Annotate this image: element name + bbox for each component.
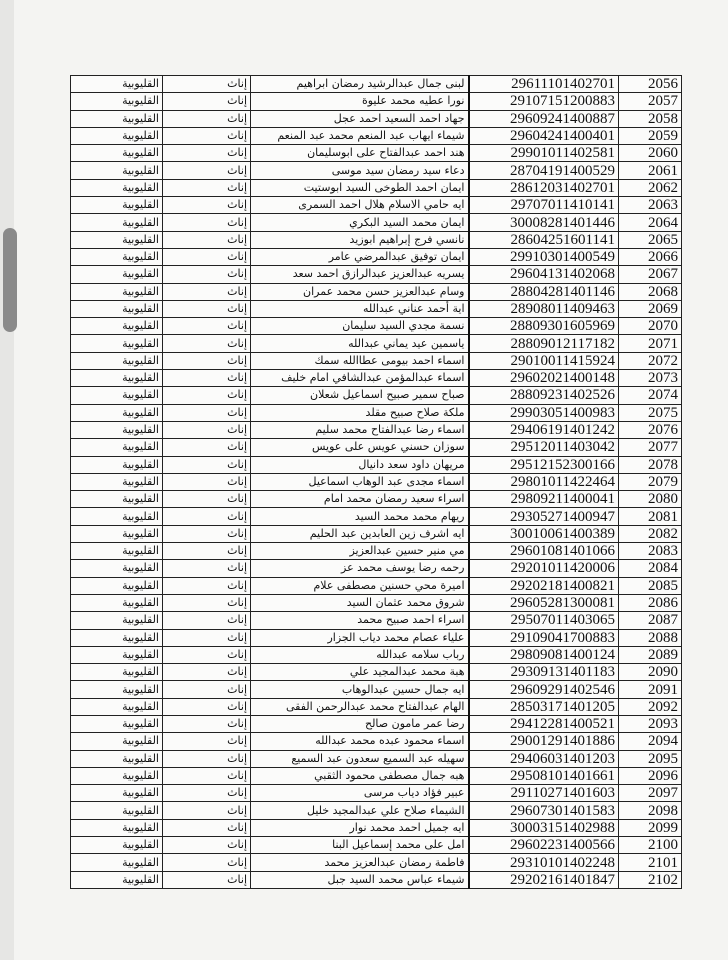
- national-id-cell: 28804281401146: [469, 283, 619, 300]
- name-cell: الشيماء صلاح علي عبدالمجيد خليل: [251, 802, 469, 819]
- gender-cell: إناث: [163, 162, 251, 179]
- name-cell: ايه جمال حسين عبدالوهاب: [251, 681, 469, 698]
- governorate-cell: القليوبية: [71, 802, 163, 819]
- gender-cell: إناث: [163, 404, 251, 421]
- national-id-cell: 29602231400566: [469, 837, 619, 854]
- serial-number-cell: 2100: [619, 837, 682, 854]
- governorate-cell: القليوبية: [71, 248, 163, 265]
- governorate-cell: القليوبية: [71, 473, 163, 490]
- national-id-cell: 28809231402526: [469, 387, 619, 404]
- table-row: [71, 179, 682, 196]
- gender-cell: إناث: [163, 370, 251, 387]
- serial-number-cell: 2081: [619, 508, 682, 525]
- gender-cell: إناث: [163, 837, 251, 854]
- serial-number-cell: 2061: [619, 162, 682, 179]
- gender-cell: إناث: [163, 197, 251, 214]
- table-row: [71, 698, 682, 715]
- governorate-cell: القليوبية: [71, 871, 163, 888]
- serial-number-cell: 2067: [619, 266, 682, 283]
- table-row: [71, 508, 682, 525]
- governorate-cell: القليوبية: [71, 266, 163, 283]
- name-cell: ايه اشرف زين العابدين عبد الحليم: [251, 525, 469, 542]
- gender-cell: إناث: [163, 629, 251, 646]
- gender-cell: إناث: [163, 646, 251, 663]
- scrollbar[interactable]: [3, 228, 17, 332]
- table-row: [71, 404, 682, 421]
- national-id-cell: 29609291402546: [469, 681, 619, 698]
- table-row: [71, 335, 682, 352]
- national-id-cell: 29801011422464: [469, 473, 619, 490]
- governorate-cell: القليوبية: [71, 577, 163, 594]
- governorate-cell: القليوبية: [71, 179, 163, 196]
- serial-number-cell: 2060: [619, 145, 682, 162]
- name-cell: اميرة محي حسنين مصطفى علام: [251, 577, 469, 594]
- serial-number-cell: 2059: [619, 127, 682, 144]
- table-row: [71, 248, 682, 265]
- table-row: [71, 577, 682, 594]
- gender-cell: إناث: [163, 214, 251, 231]
- table-row: [71, 145, 682, 162]
- table-row: [71, 370, 682, 387]
- table-row: [71, 594, 682, 611]
- table-row: [71, 733, 682, 750]
- governorate-cell: القليوبية: [71, 819, 163, 836]
- gender-cell: إناث: [163, 439, 251, 456]
- gender-cell: إناث: [163, 421, 251, 438]
- serial-number-cell: 2094: [619, 733, 682, 750]
- serial-number-cell: 2073: [619, 370, 682, 387]
- name-cell: ايه جميل احمد محمد نوار: [251, 819, 469, 836]
- national-id-cell: 29001291401886: [469, 733, 619, 750]
- name-cell: عبير فؤاد دياب مرسى: [251, 785, 469, 802]
- national-id-cell: 29604241400401: [469, 127, 619, 144]
- table-row: [71, 871, 682, 888]
- serial-number-cell: 2078: [619, 456, 682, 473]
- name-cell: ايمان محمد السيد البكري: [251, 214, 469, 231]
- name-cell: اسماء مجدى عبد الوهاب اسماعيل: [251, 473, 469, 490]
- table-row: [71, 387, 682, 404]
- serial-number-cell: 2084: [619, 560, 682, 577]
- table-row: [71, 439, 682, 456]
- serial-number-cell: 2062: [619, 179, 682, 196]
- serial-number-cell: 2075: [619, 404, 682, 421]
- gender-cell: إناث: [163, 854, 251, 871]
- governorate-cell: القليوبية: [71, 352, 163, 369]
- gender-cell: إناث: [163, 179, 251, 196]
- gender-cell: إناث: [163, 352, 251, 369]
- serial-number-cell: 2057: [619, 93, 682, 110]
- name-cell: مريهان داود سعد دانيال: [251, 456, 469, 473]
- serial-number-cell: 2058: [619, 110, 682, 127]
- gender-cell: إناث: [163, 283, 251, 300]
- gender-cell: إناث: [163, 491, 251, 508]
- national-id-cell: 29309131401183: [469, 664, 619, 681]
- name-cell: اسماء احمد بيومى عطاالله سمك: [251, 352, 469, 369]
- national-id-cell: 29901011402581: [469, 145, 619, 162]
- name-cell: يسريه عبدالعزيز عبدالرازق احمد سعد: [251, 266, 469, 283]
- national-id-cell: 30003151402988: [469, 819, 619, 836]
- national-id-cell: 29305271400947: [469, 508, 619, 525]
- national-id-cell: 29010011415924: [469, 352, 619, 369]
- table-row: [71, 352, 682, 369]
- table-row: [71, 785, 682, 802]
- name-cell: اسماء عبدالمؤمن عبدالشافي امام خليف: [251, 370, 469, 387]
- name-cell: ياسمين عيد يماني عبدالله: [251, 335, 469, 352]
- serial-number-cell: 2093: [619, 715, 682, 732]
- governorate-cell: القليوبية: [71, 110, 163, 127]
- governorate-cell: القليوبية: [71, 837, 163, 854]
- governorate-cell: القليوبية: [71, 335, 163, 352]
- table-row: [71, 560, 682, 577]
- table-row: [71, 197, 682, 214]
- governorate-cell: القليوبية: [71, 231, 163, 248]
- national-id-cell: 29110271401603: [469, 785, 619, 802]
- serial-number-cell: 2064: [619, 214, 682, 231]
- serial-number-cell: 2101: [619, 854, 682, 871]
- table-row: [71, 300, 682, 317]
- gender-cell: إناث: [163, 577, 251, 594]
- name-cell: لبنى جمال عبدالرشيد رمضان ابراهيم: [251, 76, 469, 93]
- table-row: [71, 214, 682, 231]
- serial-number-cell: 2088: [619, 629, 682, 646]
- serial-number-cell: 2079: [619, 473, 682, 490]
- table-row: [71, 473, 682, 490]
- name-cell: اسراء احمد صبيح محمد: [251, 612, 469, 629]
- gender-cell: إناث: [163, 335, 251, 352]
- serial-number-cell: 2086: [619, 594, 682, 611]
- serial-number-cell: 2102: [619, 871, 682, 888]
- name-cell: اسراء سعيد رمضان محمد امام: [251, 491, 469, 508]
- governorate-cell: القليوبية: [71, 646, 163, 663]
- governorate-cell: القليوبية: [71, 543, 163, 560]
- governorate-cell: القليوبية: [71, 421, 163, 438]
- serial-number-cell: 2099: [619, 819, 682, 836]
- name-cell: ملكة صلاح صبيح مقلد: [251, 404, 469, 421]
- governorate-cell: القليوبية: [71, 370, 163, 387]
- national-id-cell: 29609241400887: [469, 110, 619, 127]
- national-id-cell: 29910301400549: [469, 248, 619, 265]
- table-row: [71, 491, 682, 508]
- name-cell: الهام عبدالفتاح محمد عبدالرحمن الفقى: [251, 698, 469, 715]
- serial-number-cell: 2071: [619, 335, 682, 352]
- table-row: [71, 664, 682, 681]
- name-cell: اسماء رضا عبدالفتاح محمد سليم: [251, 421, 469, 438]
- serial-number-cell: 2097: [619, 785, 682, 802]
- serial-number-cell: 2083: [619, 543, 682, 560]
- national-id-cell: 30010061400389: [469, 525, 619, 542]
- governorate-cell: القليوبية: [71, 439, 163, 456]
- name-cell: نسمة مجدي السيد سليمان: [251, 318, 469, 335]
- serial-number-cell: 2065: [619, 231, 682, 248]
- governorate-cell: القليوبية: [71, 854, 163, 871]
- gender-cell: إناث: [163, 231, 251, 248]
- name-cell: مي منير حسين عبدالعزيز: [251, 543, 469, 560]
- name-cell: اية أحمد عناني عبدالله: [251, 300, 469, 317]
- governorate-cell: القليوبية: [71, 750, 163, 767]
- gender-cell: إناث: [163, 525, 251, 542]
- national-id-cell: 29809211400041: [469, 491, 619, 508]
- national-id-cell: 29604131402068: [469, 266, 619, 283]
- name-cell: ايه حامي الاسلام هلال احمد السمرى: [251, 197, 469, 214]
- serial-number-cell: 2066: [619, 248, 682, 265]
- table-row: [71, 231, 682, 248]
- governorate-cell: القليوبية: [71, 525, 163, 542]
- national-id-cell: 29202181400821: [469, 577, 619, 594]
- name-cell: صباح سمير صبيح اسماعيل شعلان: [251, 387, 469, 404]
- table-row: [71, 646, 682, 663]
- national-id-cell: 29202161401847: [469, 871, 619, 888]
- national-id-cell: 29201011420006: [469, 560, 619, 577]
- serial-number-cell: 2068: [619, 283, 682, 300]
- table-row: [71, 802, 682, 819]
- serial-number-cell: 2069: [619, 300, 682, 317]
- governorate-cell: القليوبية: [71, 681, 163, 698]
- name-cell: ايمان توفيق عبدالمرضي عامر: [251, 248, 469, 265]
- table-row: [71, 110, 682, 127]
- national-id-cell: 29611101402701: [469, 76, 619, 93]
- table-row: [71, 819, 682, 836]
- national-id-cell: 28809301605969: [469, 318, 619, 335]
- table-row: [71, 93, 682, 110]
- gender-cell: إناث: [163, 594, 251, 611]
- national-id-cell: 29607301401583: [469, 802, 619, 819]
- name-cell: رضا عمر مامون صالح: [251, 715, 469, 732]
- serial-number-cell: 2063: [619, 197, 682, 214]
- national-id-cell: 29310101402248: [469, 854, 619, 871]
- governorate-cell: القليوبية: [71, 612, 163, 629]
- name-cell: سوزان حسني عويس على عويس: [251, 439, 469, 456]
- national-id-cell: 29512011403042: [469, 439, 619, 456]
- governorate-cell: القليوبية: [71, 733, 163, 750]
- governorate-cell: القليوبية: [71, 456, 163, 473]
- table-row: [71, 681, 682, 698]
- name-cell: جهاد احمد السعيد احمد عجل: [251, 110, 469, 127]
- serial-number-cell: 2092: [619, 698, 682, 715]
- table-row: [71, 456, 682, 473]
- serial-number-cell: 2082: [619, 525, 682, 542]
- national-id-cell: 29602021400148: [469, 370, 619, 387]
- table-row: [71, 612, 682, 629]
- governorate-cell: القليوبية: [71, 785, 163, 802]
- serial-number-cell: 2074: [619, 387, 682, 404]
- governorate-cell: القليوبية: [71, 197, 163, 214]
- governorate-cell: القليوبية: [71, 318, 163, 335]
- name-cell: سهيله عبد السميع سعدون عبد السميع: [251, 750, 469, 767]
- table-row: [71, 837, 682, 854]
- gender-cell: إناث: [163, 266, 251, 283]
- name-cell: نانسي فرج إبراهيم ابوزيد: [251, 231, 469, 248]
- serial-number-cell: 2077: [619, 439, 682, 456]
- governorate-cell: القليوبية: [71, 629, 163, 646]
- gender-cell: إناث: [163, 300, 251, 317]
- table-row: [71, 629, 682, 646]
- gender-cell: إناث: [163, 76, 251, 93]
- table-row: [71, 767, 682, 784]
- gender-cell: إناث: [163, 871, 251, 888]
- national-id-cell: 29109041700883: [469, 629, 619, 646]
- national-id-cell: 29605281300081: [469, 594, 619, 611]
- table-row: [71, 525, 682, 542]
- national-id-cell: 29508101401661: [469, 767, 619, 784]
- governorate-cell: القليوبية: [71, 491, 163, 508]
- name-cell: رحمه رضا يوسف محمد عز: [251, 560, 469, 577]
- name-cell: شيماء عباس محمد السيد جبل: [251, 871, 469, 888]
- governorate-cell: القليوبية: [71, 404, 163, 421]
- governorate-cell: القليوبية: [71, 698, 163, 715]
- name-cell: اسماء محمود عبده محمد عبدالله: [251, 733, 469, 750]
- name-cell: هبة محمد عبدالمجيد علي: [251, 664, 469, 681]
- gender-cell: إناث: [163, 93, 251, 110]
- gender-cell: إناث: [163, 543, 251, 560]
- gender-cell: إناث: [163, 785, 251, 802]
- national-id-cell: 29507011403065: [469, 612, 619, 629]
- governorate-cell: القليوبية: [71, 387, 163, 404]
- national-id-cell: 29512152300166: [469, 456, 619, 473]
- governorate-cell: القليوبية: [71, 508, 163, 525]
- serial-number-cell: 2095: [619, 750, 682, 767]
- governorate-cell: القليوبية: [71, 283, 163, 300]
- serial-number-cell: 2085: [619, 577, 682, 594]
- governorate-cell: القليوبية: [71, 664, 163, 681]
- gender-cell: إناث: [163, 664, 251, 681]
- national-id-cell: 28612031402701: [469, 179, 619, 196]
- serial-number-cell: 2076: [619, 421, 682, 438]
- national-id-cell: 29406191401242: [469, 421, 619, 438]
- gender-cell: إناث: [163, 698, 251, 715]
- governorate-cell: القليوبية: [71, 767, 163, 784]
- gender-cell: إناث: [163, 456, 251, 473]
- gender-cell: إناث: [163, 612, 251, 629]
- governorate-cell: القليوبية: [71, 300, 163, 317]
- gender-cell: إناث: [163, 733, 251, 750]
- gender-cell: إناث: [163, 681, 251, 698]
- governorate-cell: القليوبية: [71, 76, 163, 93]
- gender-cell: إناث: [163, 819, 251, 836]
- table-row: [71, 750, 682, 767]
- name-cell: رباب سلامه عبدالله: [251, 646, 469, 663]
- serial-number-cell: 2089: [619, 646, 682, 663]
- name-cell: وسام عبدالعزيز حسن محمد عمران: [251, 283, 469, 300]
- table-row: [71, 127, 682, 144]
- gender-cell: إناث: [163, 387, 251, 404]
- name-cell: نورا عطيه محمد عليوة: [251, 93, 469, 110]
- national-id-cell: 29707011410141: [469, 197, 619, 214]
- governorate-cell: القليوبية: [71, 145, 163, 162]
- serial-number-cell: 2096: [619, 767, 682, 784]
- gender-cell: إناث: [163, 473, 251, 490]
- name-cell: فاطمة رمضان عبدالعزيز محمد: [251, 854, 469, 871]
- national-id-cell: 28704191400529: [469, 162, 619, 179]
- gender-cell: إناث: [163, 802, 251, 819]
- serial-number-cell: 2090: [619, 664, 682, 681]
- name-cell: هند احمد عبدالفتاح على ابوسليمان: [251, 145, 469, 162]
- table-row: [71, 318, 682, 335]
- national-id-cell: 29809081400124: [469, 646, 619, 663]
- serial-number-cell: 2091: [619, 681, 682, 698]
- national-id-cell: 29406031401203: [469, 750, 619, 767]
- national-id-cell: 29412281400521: [469, 715, 619, 732]
- governorate-cell: القليوبية: [71, 715, 163, 732]
- name-cell: امل على محمد إسماعيل البنا: [251, 837, 469, 854]
- national-id-cell: 29107151200883: [469, 93, 619, 110]
- table-row: [71, 715, 682, 732]
- table-row: [71, 421, 682, 438]
- gender-cell: إناث: [163, 110, 251, 127]
- serial-number-cell: 2070: [619, 318, 682, 335]
- page-edge: [0, 0, 14, 960]
- national-id-cell: 30008281401446: [469, 214, 619, 231]
- table-row: [71, 76, 682, 93]
- governorate-cell: القليوبية: [71, 93, 163, 110]
- governorate-cell: القليوبية: [71, 594, 163, 611]
- serial-number-cell: 2056: [619, 76, 682, 93]
- name-cell: شيماء ايهاب عبد المنعم محمد عبد المنعم: [251, 127, 469, 144]
- gender-cell: إناث: [163, 145, 251, 162]
- serial-number-cell: 2080: [619, 491, 682, 508]
- serial-number-cell: 2087: [619, 612, 682, 629]
- national-id-cell: 29903051400983: [469, 404, 619, 421]
- table-row: [71, 854, 682, 871]
- gender-cell: إناث: [163, 767, 251, 784]
- table-row: [71, 283, 682, 300]
- table-row: [71, 543, 682, 560]
- name-cell: ايمان احمد الطوخى السيد ابوستيت: [251, 179, 469, 196]
- table-row: [71, 162, 682, 179]
- name-cell: علياء عصام محمد دياب الجزار: [251, 629, 469, 646]
- national-id-cell: 28503171401205: [469, 698, 619, 715]
- national-id-cell: 28809012117182: [469, 335, 619, 352]
- governorate-cell: القليوبية: [71, 162, 163, 179]
- national-id-cell: 28604251601141: [469, 231, 619, 248]
- name-cell: شروق محمد عثمان السيد: [251, 594, 469, 611]
- gender-cell: إناث: [163, 318, 251, 335]
- name-cell: ريهام محمد محمد السيد: [251, 508, 469, 525]
- governorate-cell: القليوبية: [71, 560, 163, 577]
- table-body: [71, 76, 682, 889]
- governorate-cell: القليوبية: [71, 214, 163, 231]
- gender-cell: إناث: [163, 127, 251, 144]
- national-id-cell: 28908011409463: [469, 300, 619, 317]
- serial-number-cell: 2072: [619, 352, 682, 369]
- gender-cell: إناث: [163, 248, 251, 265]
- name-cell: دعاء سيد رمضان سيد موسى: [251, 162, 469, 179]
- national-id-cell: 29601081401066: [469, 543, 619, 560]
- gender-cell: إناث: [163, 715, 251, 732]
- gender-cell: إناث: [163, 750, 251, 767]
- name-cell: هبه جمال مصطفى محمود الثقبي: [251, 767, 469, 784]
- serial-number-cell: 2098: [619, 802, 682, 819]
- table-row: [71, 266, 682, 283]
- governorate-cell: القليوبية: [71, 127, 163, 144]
- gender-cell: إناث: [163, 560, 251, 577]
- gender-cell: إناث: [163, 508, 251, 525]
- records-table: [70, 75, 682, 889]
